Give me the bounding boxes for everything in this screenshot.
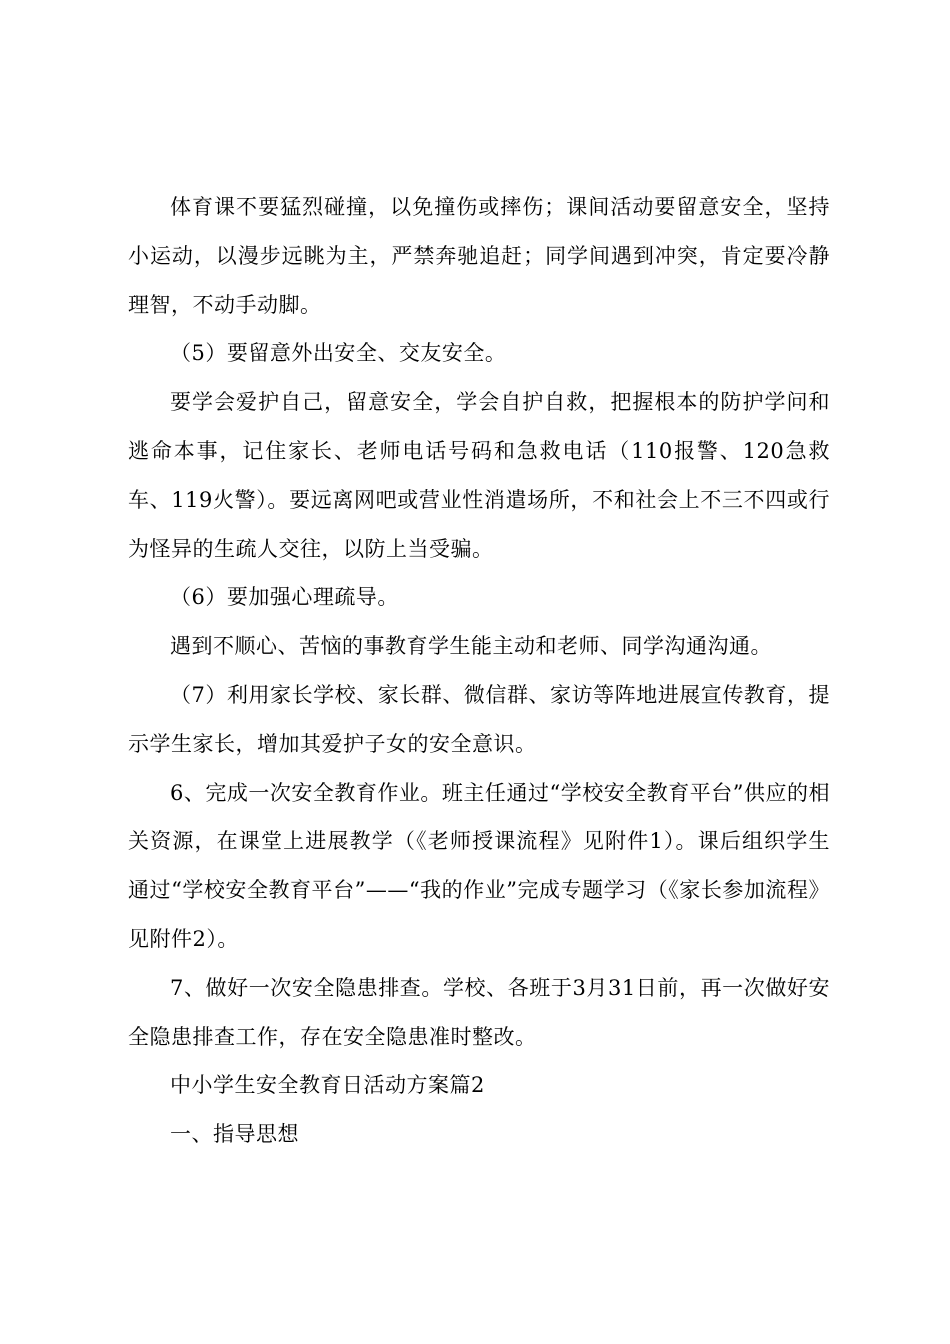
paragraph-pe-class-safety: 体育课不要猛烈碰撞，以免撞伤或摔伤；课间活动要留意安全，坚持小运动，以漫步远眺为主，严禁奔驰追赶；同学间遇到冲突，肯定要冷静理智，不动手动脚。: [128, 195, 830, 317]
paragraph-heading-psychological: （6）要加强心理疏导。: [170, 585, 399, 610]
section-heading-guiding-ideology: 一、指导思想: [170, 1122, 299, 1147]
paragraph-communication: 遇到不顺心、苦恼的事教育学生能主动和老师、同学沟通沟通。: [170, 634, 772, 659]
paragraph-parent-education: （7）利用家长学校、家长群、微信群、家访等阵地进展宣传教育，提示学生家长，增加其爱护子女的安全意识。: [128, 682, 830, 756]
section-title-plan-2: 中小学生安全教育日活动方案篇2: [170, 1073, 485, 1098]
document-body: [128, 183, 830, 1159]
paragraph-safety-homework: 6、完成一次安全教育作业。班主任通过“学校安全教育平台”供应的相关资源，在课堂上进展教学（《老师授课流程》见附件1）。课后组织学生通过“学校安全教育平台”——“我的作业”完成专题学习（《家长参加流程》见附件2）。: [128, 780, 830, 951]
paragraph-self-protection: 要学会爱护自己，留意安全，学会自护自救，把握根本的防护学问和逃命本事，记住家长、老师电话号码和急救电话（110报警、120急救车、119火警）。要远离网吧或营业性消遣场所，不和社会上不三不四或行为怪异的生疏人交往，以防上当受骗。: [128, 390, 830, 561]
paragraph-heading-outing-safety: （5）要留意外出安全、交友安全。: [170, 341, 507, 366]
paragraph-hazard-inspection: 7、做好一次安全隐患排查。学校、各班于3月31日前，再一次做好安全隐患排查工作，存在安全隐患准时整改。: [128, 975, 830, 1049]
